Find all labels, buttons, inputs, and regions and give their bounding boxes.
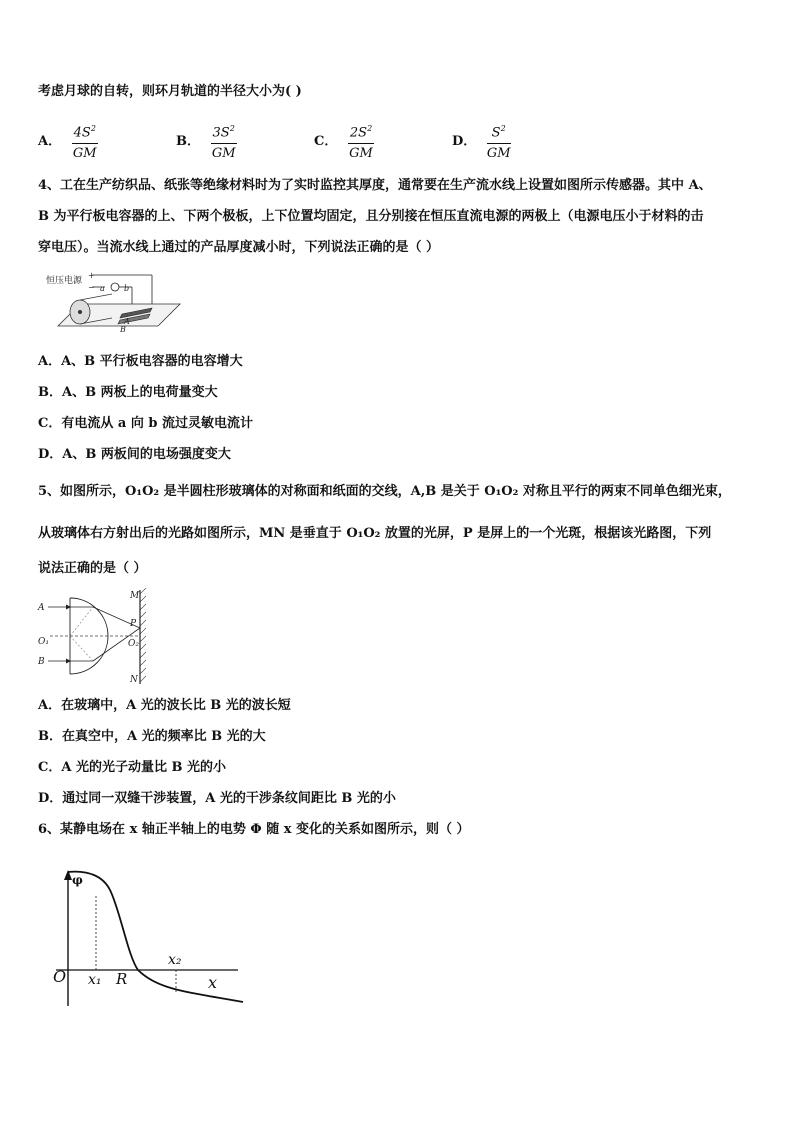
q5-fig-normal-b (70, 636, 93, 661)
q5-fig-O1: O₁ (38, 637, 49, 647)
q5-option-b[interactable]: B．在真空中，A 光的频率比 B 光的大 (38, 729, 266, 744)
option-label: A． (38, 134, 62, 150)
q3-option-b[interactable] (176, 120, 237, 163)
exponent: 2 (500, 124, 506, 133)
q3-option-d[interactable] (452, 120, 511, 163)
numerator: S (491, 125, 501, 141)
q6-potential-graph (48, 866, 248, 1010)
fraction (72, 120, 98, 163)
q5-fig-P: P (130, 619, 137, 629)
exponent: 2 (90, 124, 96, 133)
q5-fig-B: B (38, 657, 45, 667)
exponent: 2 (367, 124, 373, 133)
option-label: D． (452, 134, 477, 150)
fraction (211, 120, 237, 163)
q6-fig-R: R (116, 970, 128, 988)
q5-option-d[interactable]: D．通过同一双缝干涉装置，A 光的干涉条纹间距比 B 光的小 (38, 791, 396, 806)
q4-option-d[interactable]: D．A、B 两板间的电场强度变大 (38, 447, 231, 462)
q5-fig-normal-a (70, 607, 93, 636)
q4-option-b[interactable]: B．A、B 两板上的电荷量变大 (38, 385, 218, 400)
q4-stem-line-3: 穿电压）。当流水线上通过的产品厚度减小时，下列说法正确的是（ ） (38, 240, 440, 255)
q4-sensor-figure (40, 268, 190, 338)
denominator: GM (211, 146, 236, 162)
denominator: GM (72, 146, 97, 162)
q6-fig-x2: x₂ (168, 952, 182, 968)
q4-fig-b: b (124, 284, 130, 293)
q4-fig-A: A (124, 317, 130, 326)
denominator: GM (349, 146, 373, 162)
q4-fig-galvanometer (111, 283, 119, 291)
q6-stem-line-1: 6、某静电场在 x 轴正半轴上的电势 Φ 随 x 变化的关系如图所示，则（ ） (38, 822, 470, 837)
q5-fig-M: M (130, 591, 140, 601)
exponent: 2 (229, 124, 235, 133)
numerator: 2S (349, 125, 368, 141)
q5-fig-O2: O₂ (128, 639, 139, 649)
q4-fig-B: B (120, 325, 126, 334)
q4-fig-source-label: 恒压电源 (46, 276, 83, 286)
q4-fig-minus: − (88, 283, 95, 292)
q4-stem-line-1: 4、工在生产纺织品、纸张等绝缘材料时为了实时监控其厚度，通常要在生产流水线上设置如图所示传感器。其中 A、 (38, 178, 712, 193)
q6-fig-phi: φ (72, 873, 83, 887)
q6-fig-x1: x₁ (88, 972, 102, 988)
numerator: 3S (212, 125, 230, 141)
q4-fig-roll-top-edge (80, 294, 112, 300)
q5-stem-line-3: 说法正确的是（ ） (38, 561, 147, 576)
fraction (487, 120, 511, 163)
option-label: C． (314, 134, 338, 150)
q5-stem-line-2: 从玻璃体右方射出后的光路如图所示，MN 是垂直于 O₁O₂ 放置的光屏，P 是屏上的一个光斑，根据该光路图，下列 (38, 526, 712, 541)
q3-tail-text: 考虑月球的自转，则环月轨道的半径大小为( ) (38, 84, 302, 99)
denominator: GM (486, 146, 511, 162)
q5-option-a[interactable]: A．在玻璃中，A 光的波长比 B 光的波长短 (38, 698, 291, 713)
q5-fig-N: N (130, 675, 138, 685)
q4-fig-a: a (100, 284, 105, 293)
q3-option-c[interactable] (314, 120, 374, 163)
q5-option-c[interactable]: C．A 光的光子动量比 B 光的小 (38, 760, 226, 775)
q5-fig-screen-hatching (140, 588, 146, 682)
option-label: B． (176, 134, 200, 150)
q3-option-a[interactable] (38, 120, 98, 163)
q5-light-path-figure (36, 588, 156, 686)
q4-fig-plus: + (88, 271, 95, 280)
q6-fig-O: O (53, 967, 67, 986)
numerator: 4S (73, 125, 91, 141)
q4-fig-roll-axle (78, 310, 82, 314)
q5-fig-A: A (38, 603, 45, 613)
q4-option-c[interactable]: C．有电流从 a 向 b 流过灵敏电流计 (38, 416, 253, 431)
fraction (348, 120, 374, 163)
q4-stem-line-2: B 为平行板电容器的上、下两个极板，上下位置均固定，且分别接在恒压直流电源的两极上（电源电压小于材料的击 (38, 209, 704, 224)
q6-fig-x: x (208, 973, 218, 992)
q5-stem-line-1: 5、如图所示，O₁O₂ 是半圆柱形玻璃体的对称面和纸面的交线，A,B 是关于 O₁O₂ 对称且平行的两束不同单色细光束， (38, 484, 731, 499)
q4-option-a[interactable]: A．A、B 平行板电容器的电容增大 (38, 354, 243, 369)
